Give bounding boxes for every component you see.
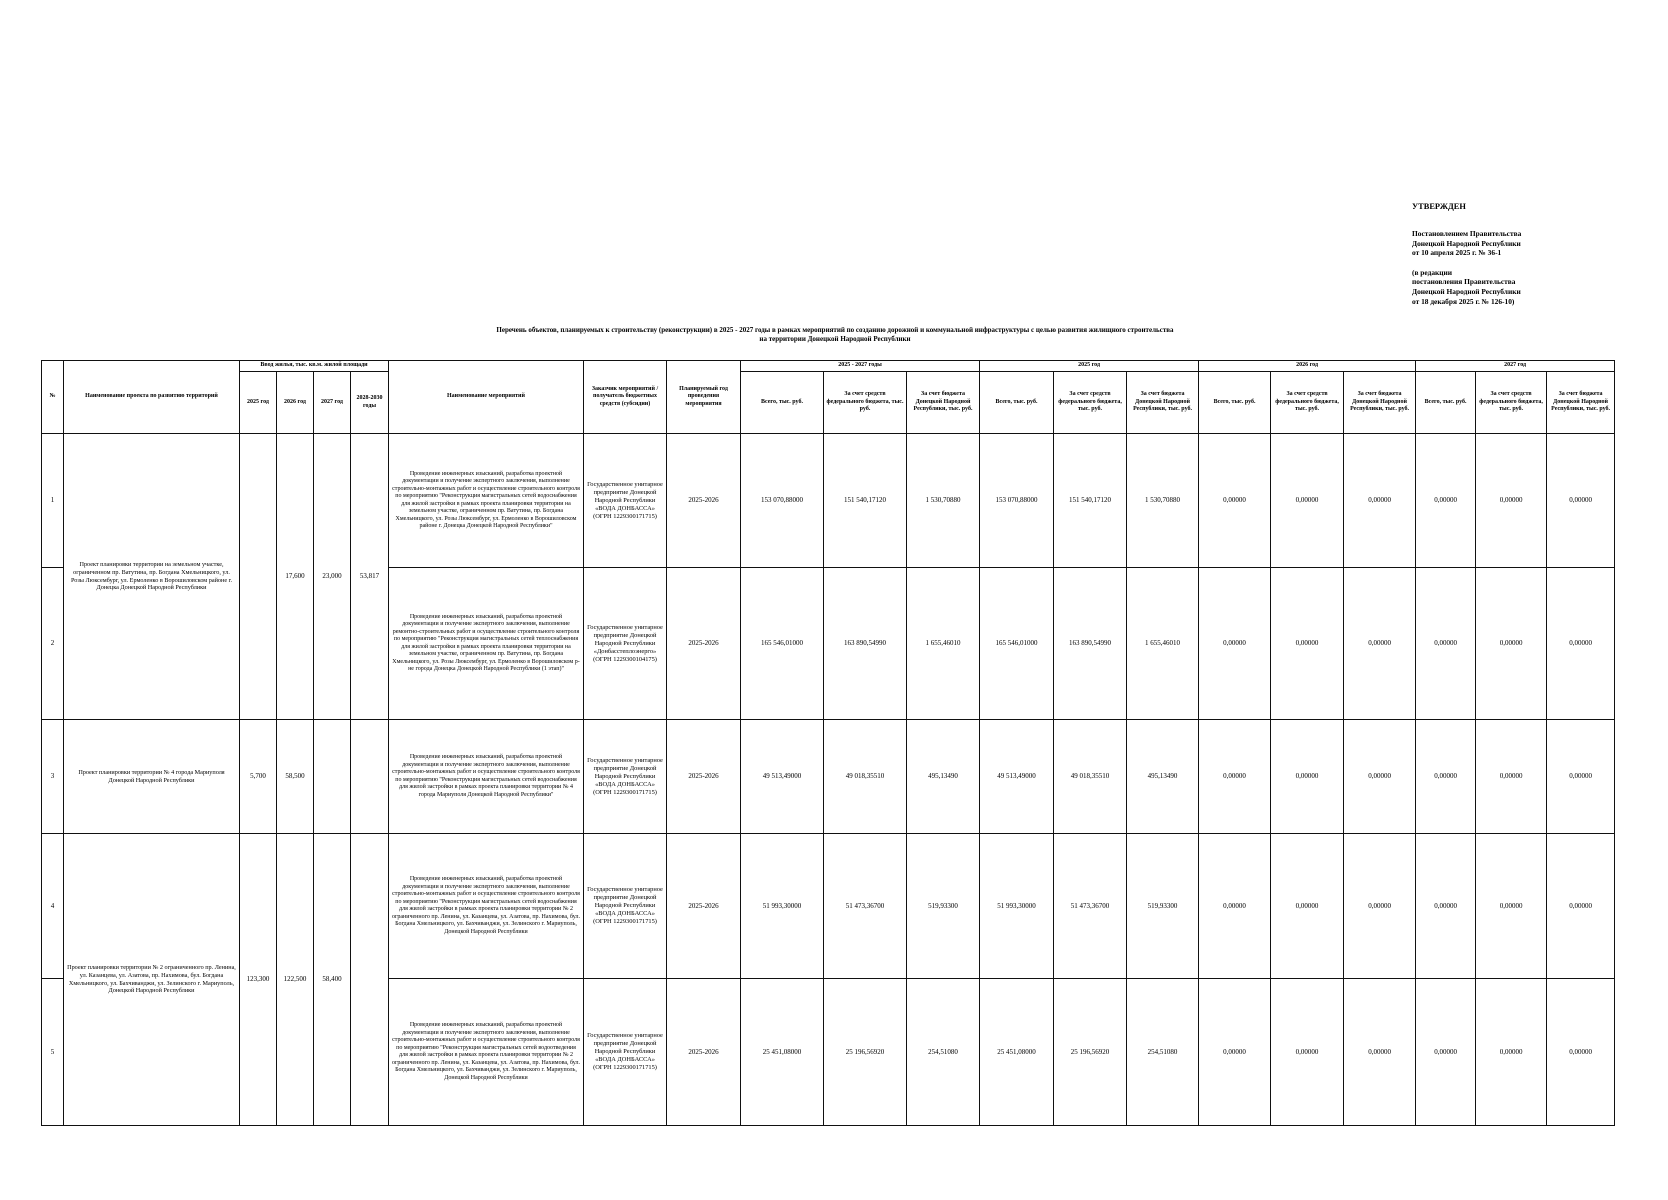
fed-2026-value: 0,00000: [1271, 834, 1344, 979]
housing-2028: 53,817: [351, 434, 389, 720]
rep-2025-value: 1 530,70880: [1127, 434, 1199, 568]
rep-2027-value: 0,00000: [1547, 979, 1615, 1126]
fed-2027-value: 0,00000: [1476, 720, 1547, 834]
approval-title: УТВЕРЖДЕН: [1412, 202, 1466, 211]
col-header-total-2025: Всего, тыс. руб.: [980, 372, 1054, 434]
approval-line: (в редакции: [1412, 267, 1453, 277]
col-header-fed-2025: За счет средств федерального бюджета, тыс. руб.: [1054, 372, 1127, 434]
col-header-no: №: [42, 361, 64, 434]
approval-decree: [1412, 229, 1652, 258]
col-header-fed-2026: За счет средств федерального бюджета, тыс. руб.: [1271, 372, 1344, 434]
fed-2025-value: 51 473,36700: [1054, 834, 1127, 979]
col-header-rep: За счет бюджета Донецкой Народной Республики, тыс. руб.: [907, 372, 980, 434]
rep-value: 519,93300: [907, 834, 980, 979]
rep-2025-value: 1 655,46010: [1127, 568, 1199, 720]
total-2026-value: 0,00000: [1199, 834, 1271, 979]
rep-value: 495,13490: [907, 720, 980, 834]
approval-line: от 18 декабря 2025 г. № 126-10): [1412, 296, 1515, 306]
rep-2025-value: 254,51080: [1127, 979, 1199, 1126]
total-value: 25 451,08000: [741, 979, 824, 1126]
rep-value: 1 655,46010: [907, 568, 980, 720]
row-number: 2: [42, 568, 64, 720]
rep-value: 1 530,70880: [907, 434, 980, 568]
event-name: Проведение инженерных изысканий, разработка проектной документации и получение экспертного заключения, выполнение ремонтно-строительных работ и осуществление строительного контроля по мероприятию "Реконструкция магистральных сетей теплоснабжения для жилой застройки в рамках проекта планировки территории на земельном участке, ограниченном пр. Ватутина, пр. Богдана Хмельницкого, ул. Розы Люксембург, ул. Ермоленко в Ворошиловском р-не города Донецка Донецкой Народной Республики (1 этап)": [389, 568, 584, 720]
col-header-group-2027: 2027 год: [1416, 361, 1615, 372]
fed-value: 151 540,17120: [824, 434, 907, 568]
event-name: Проведение инженерных изысканий, разработка проектной документации и получение экспертного заключения, выполнение строительно-монтажных работ и осуществление строительного контроля по мероприятию "Реконструкция магистральных сетей водоснабжения для жилой застройки в рамках проекта планировки территории № 4 города Мариуполя Донецкой Народной Республики": [389, 720, 584, 834]
total-2025-value: 51 993,30000: [980, 834, 1054, 979]
rep-2026-value: 0,00000: [1344, 568, 1416, 720]
fed-2026-value: 0,00000: [1271, 568, 1344, 720]
total-2026-value: 0,00000: [1199, 568, 1271, 720]
housing-2027: 58,400: [314, 834, 351, 1126]
table-row: [42, 834, 1615, 979]
col-header-fed: За счет средств федерального бюджета, тыс. руб.: [824, 372, 907, 434]
col-header-total-2026: Всего, тыс. руб.: [1199, 372, 1271, 434]
fed-2025-value: 163 890,54990: [1054, 568, 1127, 720]
housing-2026: 58,500: [277, 720, 314, 834]
event-name: Проведение инженерных изысканий, разработка проектной документации и получение экспертного заключения, выполнение строительно-монтажных работ и осуществление строительного контроля по мероприятию "Реконструкция магистральных сетей водоотведения для жилой застройки в рамках проекта планировки территории № 2 ограниченного пр. Ленина, ул. Казанцева, ул. Азатова, пр. Нахимова, бул. Богдана Хмельницкого, ул. Бахчиванджи, ул. Зелинского г. Мариуполь, Донецкой Народной Республики: [389, 979, 584, 1126]
table-row: [42, 720, 1615, 834]
total-2027-value: 0,00000: [1416, 568, 1476, 720]
total-2025-value: 25 451,08000: [980, 979, 1054, 1126]
total-2026-value: 0,00000: [1199, 720, 1271, 834]
total-value: 51 993,30000: [741, 834, 824, 979]
housing-2025: 5,700: [240, 720, 277, 834]
housing-2026: 17,600: [277, 434, 314, 720]
col-header-housing-2026: 2026 год: [277, 372, 314, 434]
housing-2025: 123,300: [240, 834, 277, 1126]
approval-revision: [1412, 268, 1652, 307]
total-2027-value: 0,00000: [1416, 434, 1476, 568]
row-number: 5: [42, 979, 64, 1126]
col-header-housing-2028: 2028-2030 годы: [351, 372, 389, 434]
event-name: Проведение инженерных изысканий, разработка проектной документации и получение экспертного заключения, выполнение строительно-монтажных работ и осуществление строительного контроля по мероприятию "Реконструкция магистральных сетей водоснабжения для жилой застройки в рамках проекта планировки территории на земельном участке, ограниченном пр. Ватутина, пр. Богдана Хмельницкого, ул. Розы Люксембург, ул. Ермоленко в Ворошиловском районе г. Донецка Донецкой Народной Республики": [389, 434, 584, 568]
plan-year: 2025-2026: [667, 434, 741, 568]
approval-block: [1412, 202, 1652, 316]
fed-2026-value: 0,00000: [1271, 979, 1344, 1126]
total-2027-value: 0,00000: [1416, 834, 1476, 979]
client-name: Государственное унитарное предприятие Донецкой Народной Республики «ВОДА ДОНБАССА» (ОГРН 1229300171715): [584, 979, 667, 1126]
fed-2025-value: 151 540,17120: [1054, 434, 1127, 568]
col-header-group-2025: 2025 год: [980, 361, 1199, 372]
project-name: Проект планировки территории на земельном участке, ограниченном пр. Ватутина, пр. Богдана Хмельницкого, ул. Розы Люксембург, ул. Ермоленко в Ворошиловском районе г. Донецка Донецкой Народной Республики: [64, 434, 240, 720]
document-title-line: Перечень объектов, планируемых к строительству (реконструкции) в 2025 - 2027 годы в рамках мероприятий по созданию дорожной и коммунальной инфраструктуры с целью развития жилищного строительства: [496, 326, 1174, 334]
rep-2027-value: 0,00000: [1547, 834, 1615, 979]
row-number: 4: [42, 834, 64, 979]
fed-2026-value: 0,00000: [1271, 720, 1344, 834]
event-name: Проведение инженерных изысканий, разработка проектной документации и получение экспертного заключения, выполнение строительно-монтажных работ и осуществление строительного контроля по мероприятию "Реконструкция магистральных сетей водоснабжения для жилой застройки в рамках проекта планировки территории № 2 ограниченного пр. Ленина, ул. Казанцева, ул. Азатова, пр. Нахимова, бул. Богдана Хмельницкого, ул. Бахчиванджи, ул. Зелинского г. Мариуполь, Донецкой Народной Республики: [389, 834, 584, 979]
plan-year: 2025-2026: [667, 720, 741, 834]
header-row-1: [42, 361, 1615, 372]
document-title-line: на территории Донецкой Народной Республики: [759, 335, 911, 344]
fed-2027-value: 0,00000: [1476, 979, 1547, 1126]
fed-2027-value: 0,00000: [1476, 568, 1547, 720]
col-header-housing-2027: 2027 год: [314, 372, 351, 434]
document-title: [320, 326, 1350, 345]
col-header-total: Всего, тыс. руб.: [741, 372, 824, 434]
fed-2025-value: 49 018,35510: [1054, 720, 1127, 834]
fed-2027-value: 0,00000: [1476, 834, 1547, 979]
client-name: Государственное унитарное предприятие Донецкой Народной Республики «ВОДА ДОНБАССА» (ОГРН 1229300171715): [584, 834, 667, 979]
fed-value: 25 196,56920: [824, 979, 907, 1126]
client-name: Государственное унитарное предприятие Донецкой Народной Республики «ВОДА ДОНБАССА» (ОГРН 1229300171715): [584, 720, 667, 834]
rep-2026-value: 0,00000: [1344, 434, 1416, 568]
housing-2027: 23,000: [314, 434, 351, 720]
housing-2027: [314, 720, 351, 834]
client-name: Государственное унитарное предприятие Донецкой Народной Республики «Донбасстеплоэнерго» (ОГРН 1229300104175): [584, 568, 667, 720]
fed-value: 51 473,36700: [824, 834, 907, 979]
rep-2027-value: 0,00000: [1547, 434, 1615, 568]
approval-line: Донецкой Народной Республики: [1412, 238, 1521, 248]
total-2025-value: 153 070,88000: [980, 434, 1054, 568]
fed-value: 163 890,54990: [824, 568, 907, 720]
fed-2026-value: 0,00000: [1271, 434, 1344, 568]
col-header-client: Заказчик мероприятий / получатель бюджетных средств (субсидии): [584, 361, 667, 434]
row-number: 1: [42, 434, 64, 568]
objects-table: [41, 360, 1615, 1126]
fed-2025-value: 25 196,56920: [1054, 979, 1127, 1126]
total-2026-value: 0,00000: [1199, 979, 1271, 1126]
approval-line: Постановлением Правительства: [1412, 228, 1522, 238]
total-2025-value: 165 546,01000: [980, 568, 1054, 720]
rep-value: 254,51080: [907, 979, 980, 1126]
total-value: 49 513,49000: [741, 720, 824, 834]
col-header-event: Наименование мероприятий: [389, 361, 584, 434]
rep-2025-value: 519,93300: [1127, 834, 1199, 979]
approval-line: Донецкой Народной Республики: [1412, 287, 1521, 297]
total-2027-value: 0,00000: [1416, 720, 1476, 834]
col-header-group-total: 2025 - 2027 годы: [741, 361, 980, 372]
total-2025-value: 49 513,49000: [980, 720, 1054, 834]
col-header-housing-2025: 2025 год: [240, 372, 277, 434]
col-header-rep-2026: За счет бюджета Донецкой Народной Республики, тыс. руб.: [1344, 372, 1416, 434]
col-header-plan-year: Планируемый год проведения мероприятия: [667, 361, 741, 434]
project-name: Проект планировки территории № 2 ограниченного пр. Ленина, ул. Казанцева, ул. Азатова, пр. Нахимова, бул. Богдана Хмельницкого, ул. Бахчиванджи, ул. Зелинского г. Мариуполь, Донецкой Народной Республики: [64, 834, 240, 1126]
approval-line: от 10 апреля 2025 г. № 36-1: [1412, 248, 1502, 258]
plan-year: 2025-2026: [667, 568, 741, 720]
approval-line: постановления Правительства: [1412, 277, 1516, 287]
housing-2028: [351, 720, 389, 834]
rep-2025-value: 495,13490: [1127, 720, 1199, 834]
housing-2026: 122,500: [277, 834, 314, 1126]
housing-2025: [240, 434, 277, 720]
project-name: Проект планировки территории № 4 города Мариуполя Донецкой Народной Республики: [64, 720, 240, 834]
rep-2027-value: 0,00000: [1547, 568, 1615, 720]
col-header-housing: Ввод жилья, тыс. кв.м. жилой площади: [240, 361, 389, 372]
housing-2028: [351, 834, 389, 1126]
plan-year: 2025-2026: [667, 834, 741, 979]
table-row: [42, 434, 1615, 568]
col-header-rep-2027: За счет бюджета Донецкой Народной Республики, тыс. руб.: [1547, 372, 1615, 434]
col-header-group-2026: 2026 год: [1199, 361, 1416, 372]
col-header-fed-2027: За счет средств федерального бюджета, тыс. руб.: [1476, 372, 1547, 434]
col-header-rep-2025: За счет бюджета Донецкой Народной Республики, тыс. руб.: [1127, 372, 1199, 434]
total-2026-value: 0,00000: [1199, 434, 1271, 568]
col-header-project: Наименование проекта по развитию территорий: [64, 361, 240, 434]
rep-2027-value: 0,00000: [1547, 720, 1615, 834]
col-header-total-2027: Всего, тыс. руб.: [1416, 372, 1476, 434]
fed-2027-value: 0,00000: [1476, 434, 1547, 568]
total-2027-value: 0,00000: [1416, 979, 1476, 1126]
rep-2026-value: 0,00000: [1344, 720, 1416, 834]
plan-year: 2025-2026: [667, 979, 741, 1126]
fed-value: 49 018,35510: [824, 720, 907, 834]
total-value: 153 070,88000: [741, 434, 824, 568]
client-name: Государственное унитарное предприятие Донецкой Народной Республики «ВОДА ДОНБАССА» (ОГРН 1229300171715): [584, 434, 667, 568]
rep-2026-value: 0,00000: [1344, 979, 1416, 1126]
header-row-2: [42, 372, 1615, 434]
rep-2026-value: 0,00000: [1344, 834, 1416, 979]
total-value: 165 546,01000: [741, 568, 824, 720]
row-number: 3: [42, 720, 64, 834]
